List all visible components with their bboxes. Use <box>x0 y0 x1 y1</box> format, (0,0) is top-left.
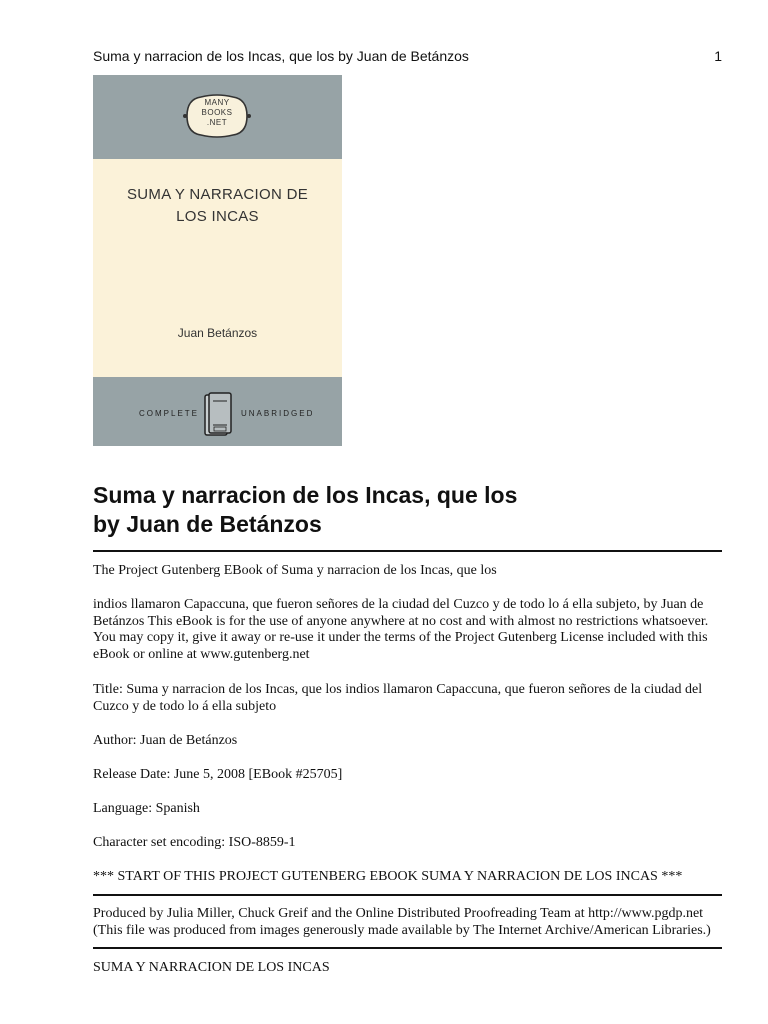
paragraph-book-heading: SUMA Y NARRACION DE LOS INCAS <box>93 960 330 975</box>
paragraph-credits: Produced by Julia Miller, Chuck Greif and the Online Distributed Proofreading Team at http://www.pgdp.net (This file was produced from images generously made available by The Internet Archive/American Libraries.) <box>93 906 711 938</box>
title-divider <box>93 550 722 552</box>
document-title-line-1: Suma y narracion de los Incas, que los <box>93 482 518 508</box>
cover-title-line-2: LOS INCAS <box>176 208 259 225</box>
page-number: 1 <box>714 48 722 64</box>
paragraph-start-marker: *** START OF THIS PROJECT GUTENBERG EBOOK SUMA Y NARRACION DE LOS INCAS *** <box>93 869 683 884</box>
paragraph-encoding: Character set encoding: ISO-8859-1 <box>93 835 296 850</box>
logo-line-2: BOOKS <box>201 108 233 117</box>
book-icon <box>201 391 235 439</box>
book-cover <box>93 75 342 446</box>
edition-unabridged: UNABRIDGED <box>241 409 315 418</box>
paragraph-intro: The Project Gutenberg EBook of Suma y narracion de los Incas, que los <box>93 563 497 578</box>
running-header <box>93 48 722 64</box>
cover-author: Juan Betánzos <box>177 326 258 340</box>
paragraph-title: Title: Suma y narracion de los Incas, que los indios llamaron Capaccuna, que fueron señores de la ciudad del Cuzco y de todo lo á ella subjeto <box>93 682 703 714</box>
logo-line-1: MANY <box>204 98 230 107</box>
document-title <box>93 481 722 539</box>
running-title: Suma y narracion de los Incas, que los by Juan de Betánzos <box>93 48 469 64</box>
paragraph-language: Language: Spanish <box>93 801 200 816</box>
cover-title <box>93 184 342 228</box>
paragraph-license: indios llamaron Capaccuna, que fueron señores de la ciudad del Cuzco y de todo lo á ella subjeto, by Juan de Betánzos This eBook is for the use of anyone anywhere at no cost and with almost no restrictions whatsoever. You may copy it, give it away or re-use it under the terms of the Project Gutenberg License included with this eBook or online at www.gutenberg.net <box>93 597 709 662</box>
start-divider <box>93 894 722 896</box>
paragraph-release-date: Release Date: June 5, 2008 [EBook #25705] <box>93 767 343 782</box>
paragraph-author: Author: Juan de Betánzos <box>93 733 238 748</box>
credits-divider <box>93 947 722 949</box>
document-title-line-2: by Juan de Betánzos <box>93 511 322 537</box>
logo-line-3: .NET <box>206 118 228 127</box>
edition-complete: COMPLETE <box>139 409 200 418</box>
logo-text <box>181 98 253 128</box>
cover-title-line-1: SUMA Y NARRACION DE <box>126 186 309 203</box>
